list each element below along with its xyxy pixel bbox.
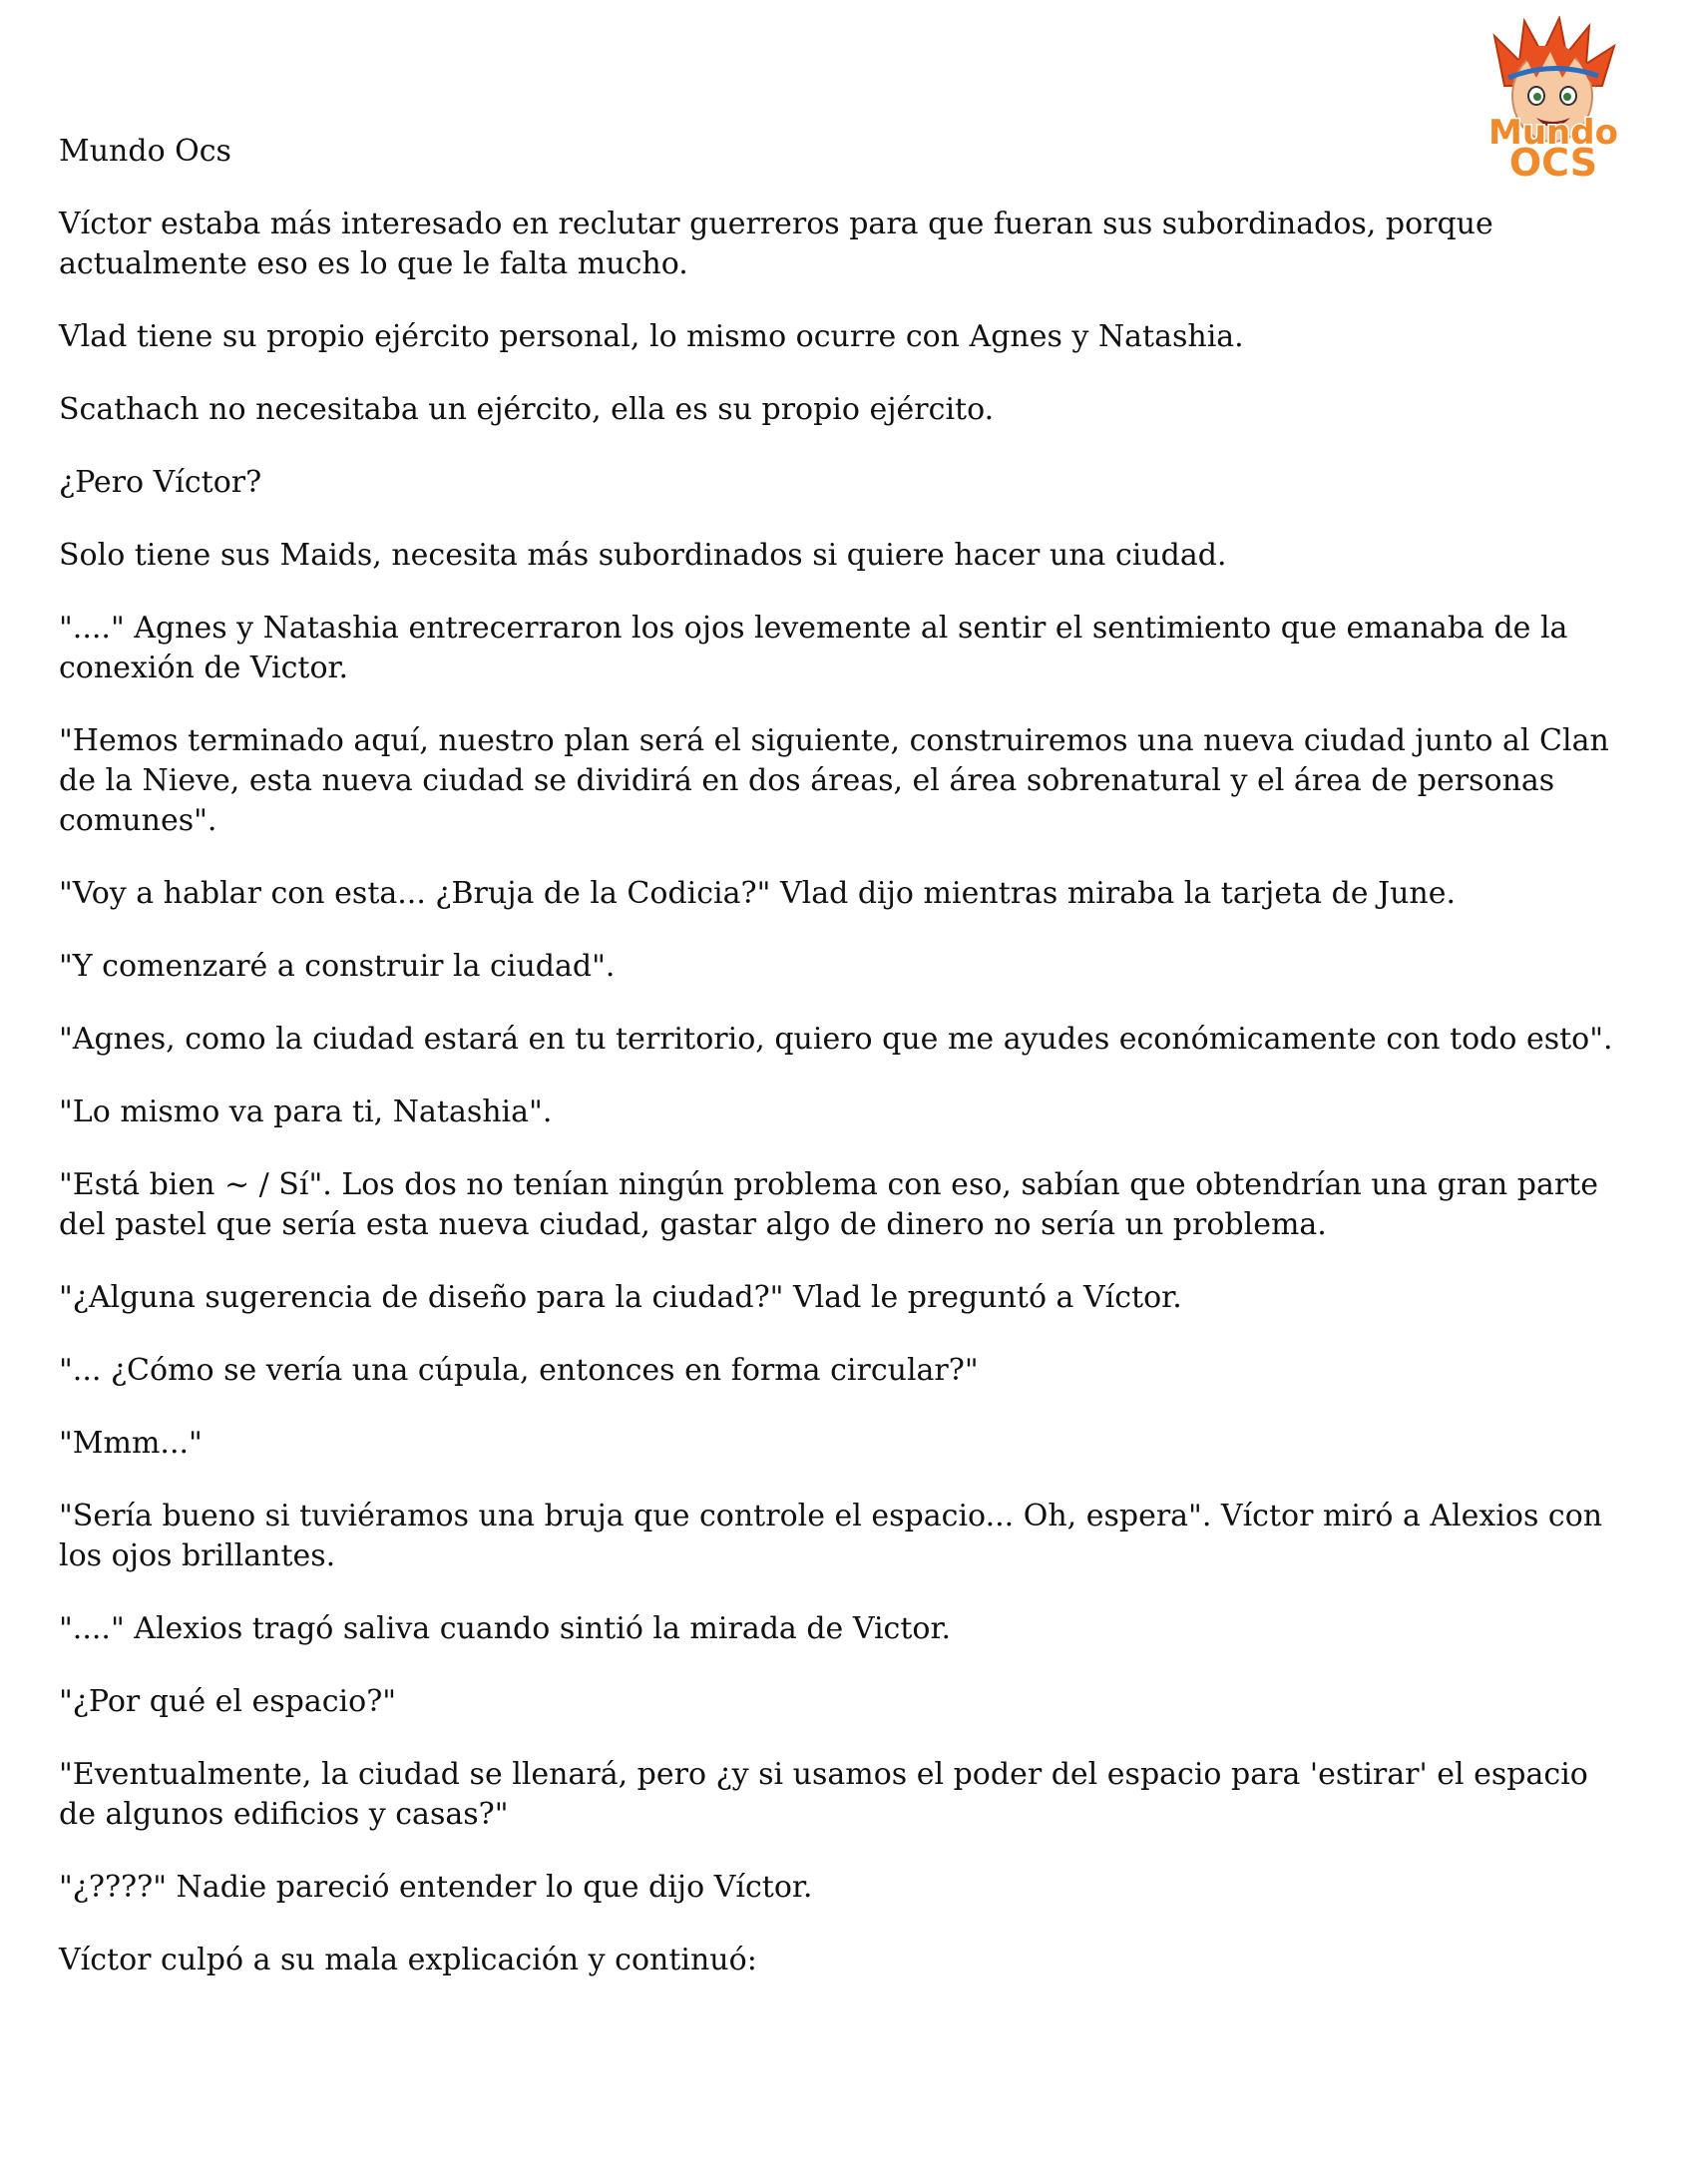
paragraph: Solo tiene sus Maids, necesita más subordinados si quiere hacer una ciudad.	[59, 538, 1227, 573]
document-body	[59, 205, 1630, 2013]
paragraph: "...." Agnes y Natashia entrecerraron los ojos levemente al sentir el sentimiento que emanaba de la conexión de Victor.	[59, 611, 1568, 685]
mundo-ocs-logo-icon	[1465, 16, 1642, 184]
paragraph: "Eventualmente, la ciudad se llenará, pero ¿y si usamos el poder del espacio para 'estirar' el espacio de algunos edificios y casas?"	[59, 1757, 1588, 1832]
paragraph: "Mmm..."	[59, 1426, 203, 1461]
paragraph: "¿Por qué el espacio?"	[59, 1684, 397, 1719]
paragraph: "Lo mismo va para ti, Natashia".	[59, 1094, 553, 1129]
paragraph: ¿Pero Víctor?	[59, 465, 262, 500]
paragraph: Vlad tiene su propio ejército personal, lo mismo ocurre con Agnes y Natashia.	[59, 319, 1244, 354]
paragraph: "Está bien ~ / Sí". Los dos no tenían ningún problema con eso, sabían que obtendrían una gran parte del pastel que sería esta nueva ciudad, gastar algo de dinero no sería un problema.	[59, 1167, 1598, 1242]
paragraph: "Voy a hablar con esta... ¿Bruja de la Codicia?" Vlad dijo mientras miraba la tarjeta de June.	[59, 876, 1457, 911]
logo-text-line1: Mundo	[1488, 113, 1618, 153]
paragraph: "¿????" Nadie pareció entender lo que dijo Víctor.	[59, 1870, 813, 1905]
document-title: Mundo Ocs	[59, 134, 231, 169]
paragraph: Scathach no necesitaba un ejército, ella es su propio ejército.	[59, 392, 995, 427]
paragraph: "... ¿Cómo se vería una cúpula, entonces en forma circular?"	[59, 1353, 979, 1388]
paragraph: "Sería bueno si tuviéramos una bruja que controle el espacio... Oh, espera". Víctor miró a Alexios con los ojos brillantes.	[59, 1499, 1603, 1573]
paragraph: "Y comenzaré a construir la ciudad".	[59, 949, 616, 984]
paragraph: Víctor culpó a su mala explicación y continuó:	[59, 1943, 757, 1977]
paragraph: "Hemos terminado aquí, nuestro plan será el siguiente, construiremos una nueva ciudad junto al Clan de la Nieve, esta nueva ciudad se dividirá en dos áreas, el área sobrenatural y el área de personas comunes".	[59, 723, 1609, 838]
logo-text-line2: OCS	[1508, 141, 1598, 184]
paragraph: "...." Alexios tragó saliva cuando sintió la mirada de Victor.	[59, 1611, 952, 1646]
paragraph: Víctor estaba más interesado en reclutar guerreros para que fueran sus subordinados, porque actualmente eso es lo que le falta mucho.	[59, 207, 1493, 281]
paragraph: "¿Alguna sugerencia de diseño para la ciudad?" Vlad le preguntó a Víctor.	[59, 1280, 1182, 1315]
paragraph: "Agnes, como la ciudad estará en tu territorio, quiero que me ayudes económicamente con todo esto".	[59, 1022, 1613, 1057]
